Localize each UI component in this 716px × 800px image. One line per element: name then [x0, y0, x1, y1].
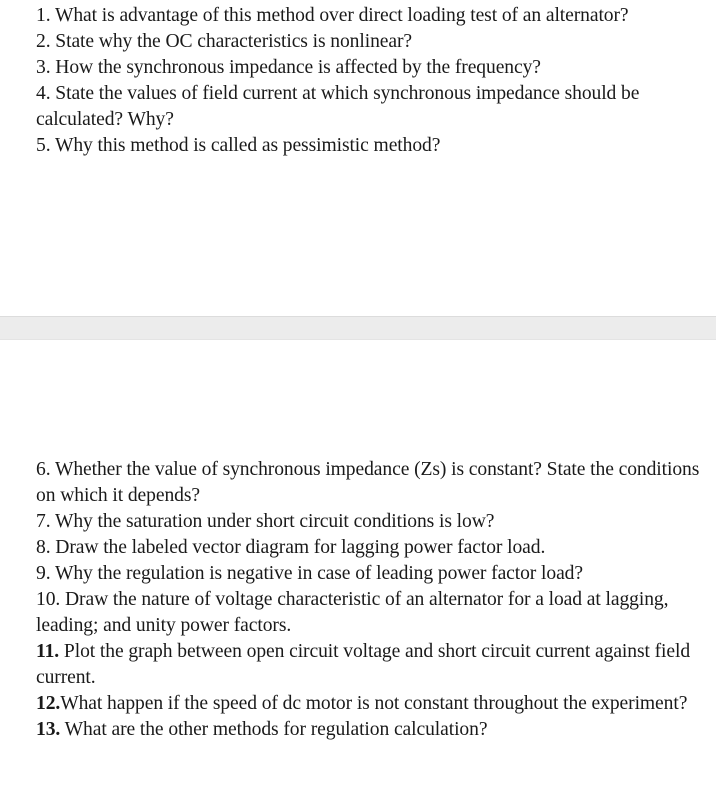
question-text: Draw the nature of voltage characteristic of an alternator for a load at lagging, leading; and unity power factors.: [36, 589, 669, 636]
question-6: [36, 457, 708, 509]
question-text: Why this method is called as pessimistic method?: [50, 135, 441, 156]
question-9: [36, 561, 708, 587]
question-text: Whether the value of synchronous impedance (Zs) is constant? State the conditions on which it depends?: [36, 459, 700, 506]
question-page-top: [0, 0, 716, 316]
question-number: 11.: [36, 641, 60, 662]
question-2: [36, 29, 708, 55]
question-text: Why the regulation is negative in case of leading power factor load?: [50, 563, 583, 584]
question-number: 12.: [36, 693, 61, 714]
question-number: 13.: [36, 719, 61, 740]
question-text: Draw the labeled vector diagram for lagging power factor load.: [50, 537, 546, 558]
question-number: 1.: [36, 5, 51, 26]
question-13: [36, 717, 708, 743]
page-divider: [0, 316, 716, 340]
question-8: [36, 535, 708, 561]
question-11: [36, 639, 708, 691]
question-5: [36, 133, 708, 159]
question-4: [36, 81, 708, 133]
question-page-bottom: [0, 340, 716, 800]
question-text: Why the saturation under short circuit conditions is low?: [50, 511, 495, 532]
question-12: [36, 691, 708, 717]
question-10: [36, 587, 708, 639]
question-text: What happen if the speed of dc motor is not constant throughout the experiment?: [60, 693, 688, 714]
question-number: 7.: [36, 511, 51, 532]
question-number: 5.: [36, 135, 51, 156]
question-3: [36, 55, 708, 81]
question-text: What is advantage of this method over direct loading test of an alternator?: [50, 5, 629, 26]
question-number: 10.: [36, 589, 61, 610]
question-number: 8.: [36, 537, 51, 558]
question-text: State the values of field current at which synchronous impedance should be calculated? Why?: [36, 83, 640, 130]
question-text: Plot the graph between open circuit voltage and short circuit current against field current.: [36, 641, 691, 688]
question-number: 4.: [36, 83, 51, 104]
question-list-6-13: [36, 457, 708, 743]
question-list-1-5: [36, 3, 708, 159]
question-number: 6.: [36, 459, 51, 480]
question-7: [36, 509, 708, 535]
question-number: 3.: [36, 57, 51, 78]
question-text: State why the OC characteristics is nonlinear?: [50, 31, 412, 52]
question-text: What are the other methods for regulation calculation?: [60, 719, 488, 740]
question-1: [36, 3, 708, 29]
question-text: How the synchronous impedance is affected by the frequency?: [50, 57, 541, 78]
question-number: 2.: [36, 31, 51, 52]
question-number: 9.: [36, 563, 51, 584]
